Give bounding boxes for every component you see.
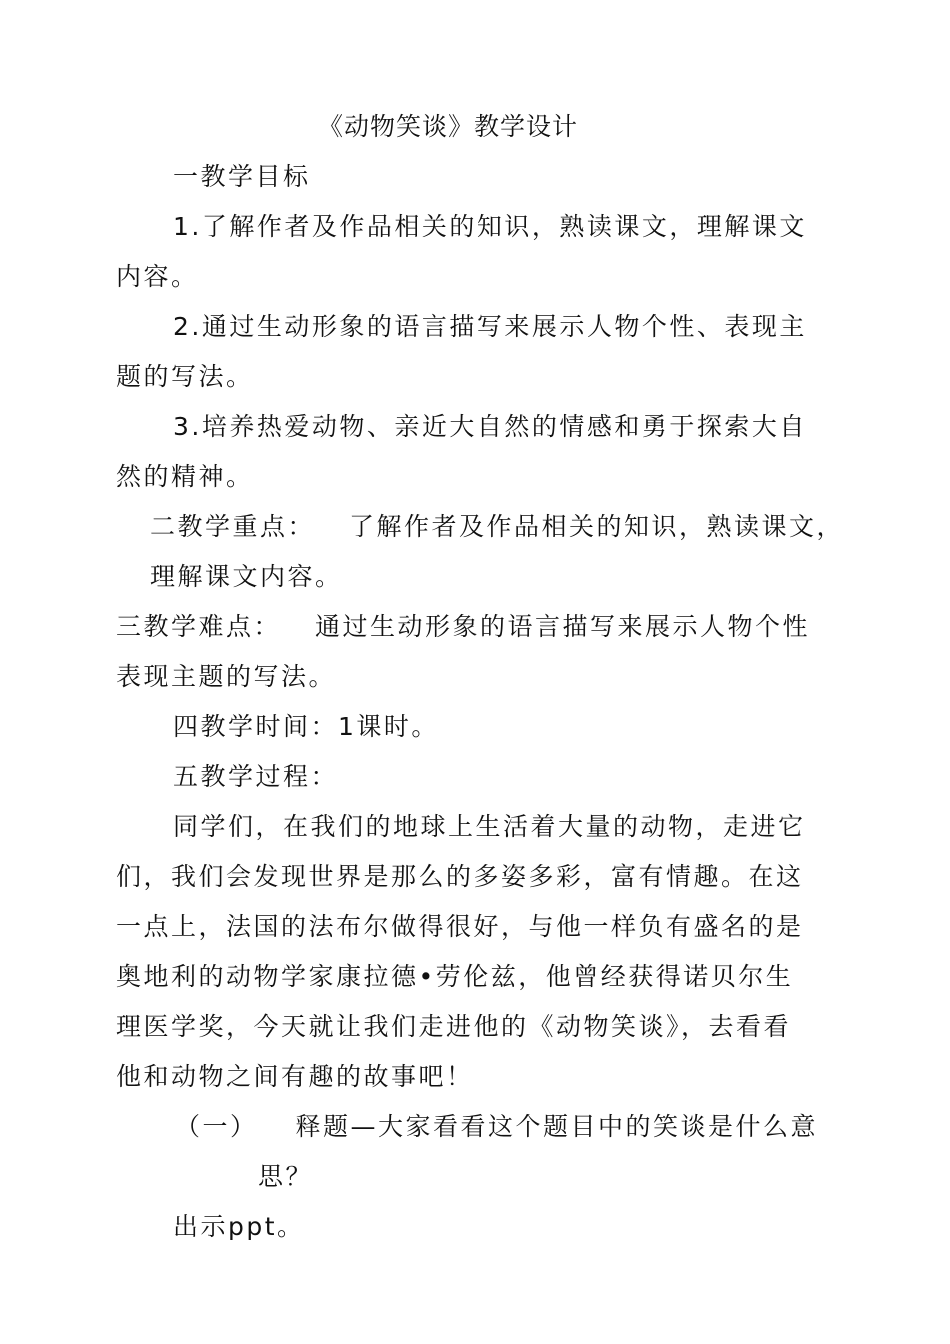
objective-3-line-1: 3.培养热爱动物、亲近大自然的情感和勇于探索大自 [173,412,807,441]
objective-2-line-2: 题的写法。 [116,362,254,391]
intro-line-4: 奥地利的动物学家康拉德•劳伦兹，他曾经获得诺贝尔生 [116,962,794,991]
intro-line-2: 们，我们会发现世界是那么的多姿多彩，富有情趣。在这 [116,862,804,891]
key-points-line-2: 理解课文内容。 [150,562,343,591]
step-1-line-2: 思？ [258,1162,314,1191]
objective-1-line-1: 1.了解作者及作品相关的知识，熟读课文，理解课文 [173,212,807,241]
key-points-text: 了解作者及作品相关的知识，熟读课文， [349,512,845,541]
difficulties-line-2: 表现主题的写法。 [116,662,337,691]
difficulties-text: 通过生动形象的语言描写来展示人物个性 [315,612,811,641]
intro-line-6: 他和动物之间有趣的故事吧！ [116,1062,474,1091]
document-title: 《动物笑谈》教学设计 [318,112,579,141]
objectives-heading: 一教学目标 [173,162,311,191]
intro-line-3: 一点上，法国的法布尔做得很好，与他一样负有盛名的是 [116,912,804,941]
key-points-line-1 [150,510,844,544]
step-1-text: 释题—大家看看这个题目中的笑谈是什么意 [295,1112,819,1141]
intro-line-1: 同学们，在我们的地球上生活着大量的动物，走进它 [173,812,806,841]
intro-line-5: 理医学奖，今天就让我们走进他的《动物笑谈》，去看看 [116,1012,792,1041]
process-heading: 五教学过程： [173,762,339,791]
objective-2-line-1: 2.通过生动形象的语言描写来展示人物个性、表现主 [173,312,807,341]
teaching-time: 四教学时间：1课时。 [173,712,439,741]
key-points-label: 二教学重点： [150,512,316,541]
step-1-line-1 [175,1110,818,1144]
difficulties-label: 三教学难点： [116,612,282,641]
step-1-label: （一） [175,1112,258,1141]
difficulties-line-1 [116,610,810,644]
objective-3-line-2: 然的精神。 [116,462,254,491]
objective-1-line-2: 内容。 [116,262,199,291]
show-ppt-line: 出示ppt。 [173,1212,305,1241]
